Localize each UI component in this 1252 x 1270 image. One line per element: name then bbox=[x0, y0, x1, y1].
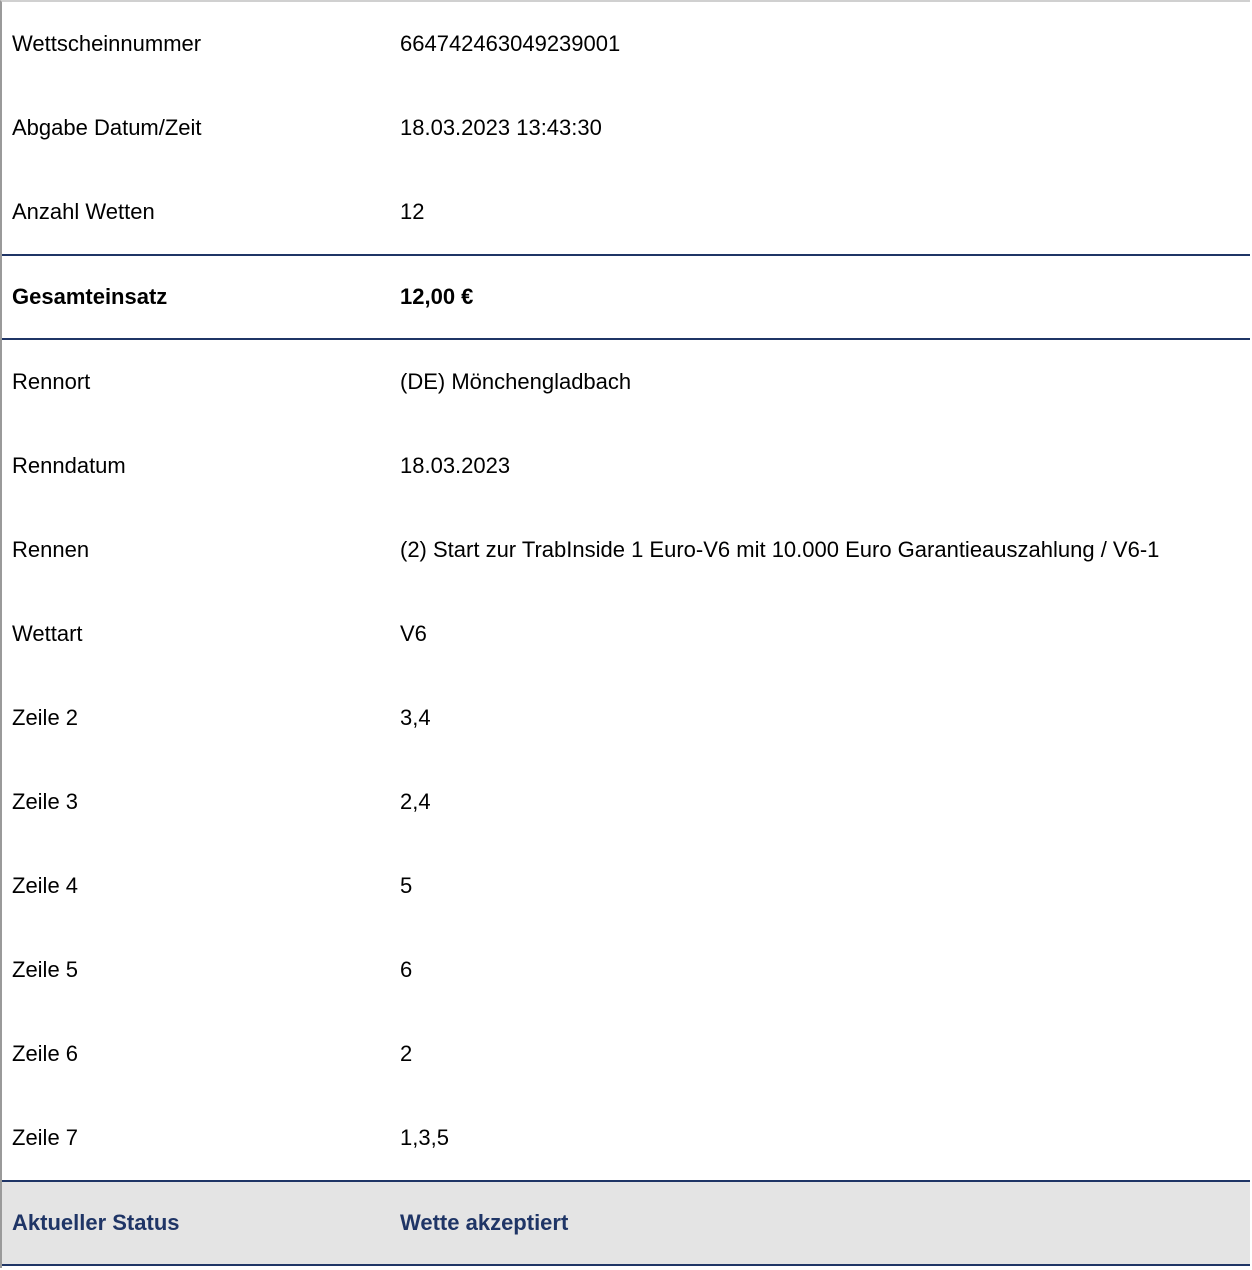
row-label: Renndatum bbox=[12, 453, 126, 478]
row-value: 2 bbox=[400, 1041, 413, 1066]
row-zeile-7 bbox=[2, 1096, 1250, 1180]
row-value: 3,4 bbox=[400, 705, 431, 730]
status-value: Wette akzeptiert bbox=[400, 1210, 569, 1235]
row-zeile-2 bbox=[2, 676, 1250, 760]
row-value: (DE) Mönchengladbach bbox=[400, 369, 632, 394]
total-value: 12,00 € bbox=[400, 284, 474, 309]
row-value: 6 bbox=[400, 957, 413, 982]
row-renndatum bbox=[2, 424, 1250, 508]
row-label: Zeile 5 bbox=[12, 957, 79, 982]
row-zeile-5 bbox=[2, 928, 1250, 1012]
row-label: Abgabe Datum/Zeit bbox=[12, 115, 202, 140]
row-value: 12 bbox=[400, 199, 425, 224]
row-abgabe-datum-zeit bbox=[2, 86, 1250, 170]
row-wettart bbox=[2, 592, 1250, 676]
row-label: Zeile 2 bbox=[12, 705, 79, 730]
row-gesamteinsatz bbox=[2, 254, 1250, 340]
row-value: (2) Start zur TrabInside 1 Euro-V6 mit 10.000 Euro Garantieauszahlung / V6-1 bbox=[400, 537, 1160, 562]
row-value: 664742463049239001 bbox=[400, 31, 621, 56]
row-label: Zeile 7 bbox=[12, 1125, 79, 1150]
row-zeile-3 bbox=[2, 760, 1250, 844]
row-label: Zeile 3 bbox=[12, 789, 79, 814]
row-label: Wettart bbox=[12, 621, 83, 646]
row-label: Rennort bbox=[12, 369, 91, 394]
row-label: Zeile 4 bbox=[12, 873, 79, 898]
row-value: 1,3,5 bbox=[400, 1125, 449, 1150]
row-zeile-6 bbox=[2, 1012, 1250, 1096]
row-value: 2,4 bbox=[400, 789, 431, 814]
row-label: Wettscheinnummer bbox=[12, 31, 202, 56]
status-label: Aktueller Status bbox=[12, 1210, 180, 1235]
row-label: Zeile 6 bbox=[12, 1041, 79, 1066]
row-anzahl-wetten bbox=[2, 170, 1250, 254]
row-zeile-4 bbox=[2, 844, 1250, 928]
row-wettscheinnummer bbox=[2, 2, 1250, 86]
row-value: 18.03.2023 13:43:30 bbox=[400, 115, 602, 140]
total-label: Gesamteinsatz bbox=[12, 284, 168, 309]
row-rennen bbox=[2, 508, 1250, 592]
row-rennort bbox=[2, 340, 1250, 424]
row-value: 18.03.2023 bbox=[400, 453, 511, 478]
row-aktueller-status bbox=[2, 1180, 1250, 1266]
row-value: 5 bbox=[400, 873, 413, 898]
row-value: V6 bbox=[400, 621, 427, 646]
row-label: Anzahl Wetten bbox=[12, 199, 155, 224]
row-label: Rennen bbox=[12, 537, 90, 562]
